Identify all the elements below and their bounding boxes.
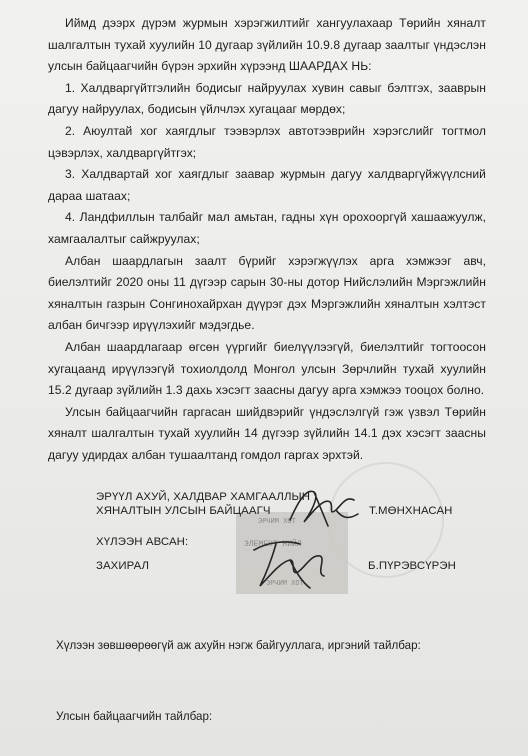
stamp-text-bottom: ЭРЧИМ ХОТ xyxy=(266,580,304,588)
inspector-signature-icon xyxy=(284,480,364,535)
paragraph-item-2: 2. Аюултай хог хаягдлыг тээвэрлэх автотээврийн хэрэгслийг тогтмол цэвэрлэх, халдваргүйтгэх; xyxy=(48,123,486,160)
paragraph-intro: Иймд дээрх дүрэм журмын хэрэгжилтийг хангуулахаар Төрийн хяналт шалгалтын тухай хуулийн 10 дугаар зүйлийн 10.9.8 дугаар заалтыг үндэслэн улсын байцаагчийн бүрэн эрхийн хүрээнд ШААРДАХ НЬ: xyxy=(48,16,486,74)
paragraph-deadline: Албан шаардлагын заалт бүрийг хэрэгжүүлэх арга хэмжээг авч, биелэлтийг 2020 оны 11 дүгээр сарын 30-ны дотор Нийслэлийн Мэргэжлийн хяналтын газрын Сонгинохайрхан дүүрэг дэх Мэргэжлийн хяналтын хэлтэст албан бичгээр ирүүлэхийг мэдэгдье. xyxy=(48,253,486,333)
document-body xyxy=(48,13,486,466)
inspector-title-line2: ХЯНАЛТЫН УЛСЫН БАЙЦААГЧ xyxy=(96,505,271,517)
paragraph-item-3: 3. Халдвартай хог хаягдлыг заавар журмын дагуу халдваргүйжүүлсний дараа шатаах; xyxy=(48,167,486,203)
inspector-name: Т.МӨНХНАСАН xyxy=(369,505,453,517)
paragraph-appeal: Улсын байцаагчийн гаргасан шийдвэрийг үндэслэлгүй гэж үзвэл Төрийн хяналт шалгалтын тухай хуулийн 14 дүгээр зүйлийн 14.1 дэх хэсэгт заасны дагуу удирдах албан тушаалтанд гомдол гаргах эрхтэй. xyxy=(48,404,486,462)
paragraph-item-4: 4. Ландфиллын талбайг мал амьтан, гадны хүн орохооргүй хашаажуулж, хамгаалалтыг сайжруулах; xyxy=(48,210,486,246)
director-signature-icon xyxy=(246,532,336,594)
receiver-label: ХҮЛЭЭН АВСАН: xyxy=(96,536,189,548)
director-title: ЗАХИРАЛ xyxy=(96,560,150,572)
paragraph-penalty: Албан шаардлагаар өгсөн үүргийг биелүүлээгүй, биелэлтийг тогтоосон хугацаанд ирүүлээгүй тохиолдолд Монгол улсын Зөрчлийн тухай хуулийн 15.2 дугаар зүйлийн 1.3 дахь хэсэгт заасны дагуу арга хэмжээ тооцох болно. xyxy=(48,339,486,398)
inspector-remark-label: Улсын байцаагчийн тайлбар: xyxy=(56,710,213,723)
org-remark-label: Хүлээн зөвшөөрөөгүй аж ахуйн нэгж байгууллага, иргэний тайлбар: xyxy=(56,639,421,652)
stamp-text-top: ЭРЧИМ ХОТ xyxy=(258,518,296,526)
stamp-text-middle: ЭЛЕМЕНТ НИЙЛ xyxy=(244,540,302,549)
inspector-title-line1: ЭРҮҮЛ АХУЙ, ХАЛДВАР ХАМГААЛЛЫН xyxy=(96,491,311,503)
paragraph-item-1: 1. Халдваргүйтгэлийн бодисыг найруулах хувин савыг бэлтгэх, зааврын дагуу найруулах, бодисын үйлчлэх хугацааг мөрдөх; xyxy=(48,80,486,117)
director-name: Б.ПҮРЭВСҮРЭН xyxy=(368,560,456,572)
